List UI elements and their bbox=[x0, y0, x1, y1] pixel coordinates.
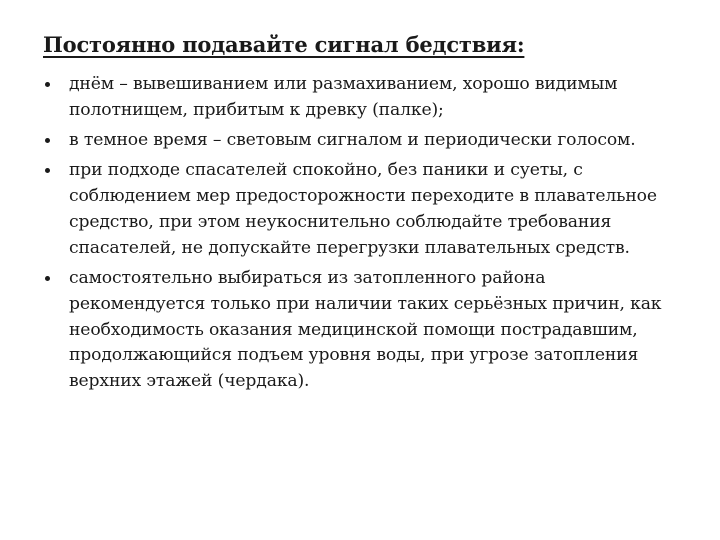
bullet-text: днём – вывешиванием или размахиванием, хорошо видимым полотнищем, прибитым к древку (палке); bbox=[69, 74, 618, 120]
bullet-text: самостоятельно выбираться из затопленного района рекомендуется только при наличии таких серьёзных причин, как необходимость оказания медицинской помощи пострадавшим, продолжающийся подъем уровня воды, при угрозе затопления верхних этажей (чердака). bbox=[69, 268, 662, 392]
bullet-point-icon bbox=[45, 276, 50, 281]
bullet-point-icon bbox=[45, 138, 50, 143]
bullet-item-self-evacuation bbox=[43, 266, 683, 395]
bullet-item-day-signal bbox=[43, 72, 683, 124]
slide-title: Постоянно подавайте сигнал бедствия: bbox=[43, 32, 525, 57]
bullet-item-night-signal bbox=[43, 128, 683, 154]
bullet-text: в темное время – световым сигналом и периодически голосом. bbox=[69, 130, 636, 151]
bullet-text: при подходе спасателей спокойно, без паники и суеты, с соблюдением мер предосторожности переходите в плавательное средство, при этом неукоснительно соблюдайте требования спасателей, не допускайте перегрузки плавательных средств. bbox=[69, 160, 657, 258]
bullet-list bbox=[43, 72, 683, 400]
bullet-point-icon bbox=[45, 168, 50, 173]
bullet-point-icon bbox=[45, 82, 50, 87]
bullet-item-rescuers-approach bbox=[43, 158, 683, 261]
